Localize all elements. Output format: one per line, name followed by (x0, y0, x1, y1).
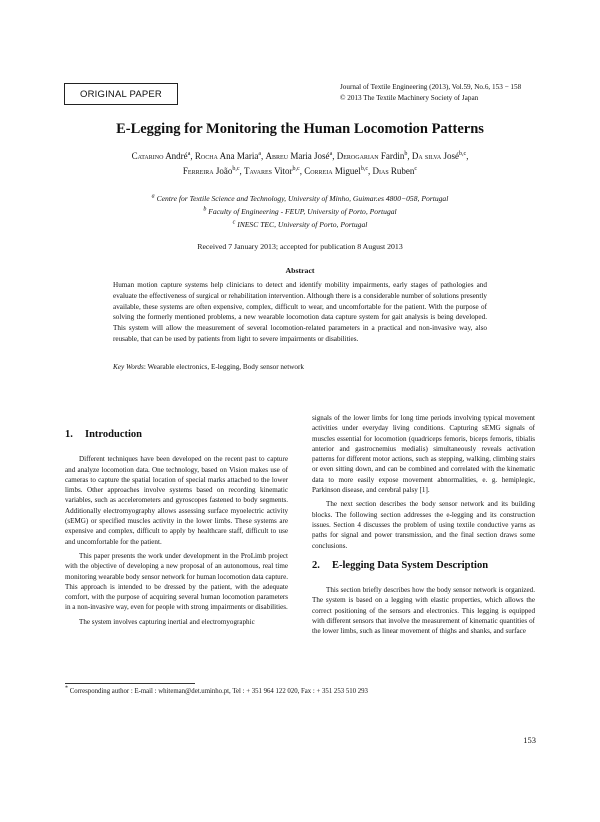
author-name: Dias Ruben$^c$ (372, 166, 418, 176)
paragraph: Different techniques have been developed on the recent past to capture and analyze locomotion data. One technology, based on Vision makes use of cameras to capture the spatial location of special marks attached to the lower limbs. Other approaches involve systems based on recording kinematic variables, such as accelerometers and gyroscopes fastened to body segments. Additionally electromyography allows assessing surface myoelectric activity (sEMG) or specified muscles activity in the lower limbs. These systems are expensive and complex, difficult to apply by healthcare staff, difficult to use and uncomfortable for the patient. (65, 455, 288, 546)
keywords (113, 363, 487, 371)
section-2-heading (312, 561, 535, 571)
author-list: Catarino André$^a$, Rocha Ana Maria$^a$, Abreu Maria José$^a$, Derogarian Fardin$^b$, Da silva José$^{b,c}$, Ferreira João$^{b,c}$, Tavares Vitor$^{b,c}$, Correia Miguel$^{b,c}$, Dias Ruben$^c$ (131, 151, 469, 176)
paper-title: E-Legging for Monitoring the Human Locomotion Patterns (116, 121, 484, 137)
footnote: * Corresponding author : E-mail : whiteman@det.uminho.pt, Tel : + 351 964 122 020, Fax : + 351 253 510 293 (65, 685, 368, 695)
abstract-text: Human motion capture systems help clinicians to detect and identify mobility impairments, early stages of pathologies and evaluate the effectiveness of surgical or rehabilitation intervention. Although there is a considerable number of solutions presently available, these systems are often expensive, complex, difficult to wear, and uncomfortable for the patient. With the purpose of solving the formerly mentioned problems, a new wearable locomotion data capture system for gait analysis is being developed. This system will allow the measurement of several locomotion-related parameters in a practical and non-invasive way, also reusable, that can be used by patients from light to severe impairments or disabilities. (113, 281, 487, 343)
author-name: Correia Miguel$^{b,c}$ (304, 166, 368, 176)
author-name: Ferreira João$^{b,c}$ (182, 166, 240, 176)
paragraph: This paper presents the work under development in the ProLimb project with the objective of developing a new proposal of an autonomous, real time monitoring wearable body sensor network for human locomotion data capture. This approach is intended to be dressed by the patient, with the adequate comfort, with the purpose of acquiring several human locomotion parameters in a non-invasive way, even for people with strong impairments or disabilities. (65, 551, 288, 612)
received-dates: Received 7 January 2013; accepted for publication 8 August 2013 (197, 242, 403, 251)
section-1-number: 1. (65, 429, 73, 440)
section-1-heading (65, 430, 288, 440)
affiliations (60, 192, 540, 231)
paragraph: This section briefly describes how the body sensor network is organized. The system is based on a legging with elastic properties, which allows the correct positioning of the sensors and electronics. This legging is equipped with different sensors that involve the measurement of kinematic quantities of the lower limbs, such as linear movement of thighs and shanks, and surface (312, 586, 535, 636)
paragraph: The next section describes the body sensor network and its building blocks. The following section addresses the e-legging and its construction issues. Section 4 discusses the problem of using textile conductive yarns as paths for signal and power transmission, and the final section draws some conclusions. (312, 500, 535, 550)
author-name: Tavares Vitor$^{b,c}$ (244, 166, 300, 176)
keywords-label: Key Words (113, 363, 144, 371)
left-column (65, 430, 288, 631)
section-2-number: 2. (312, 559, 320, 571)
section-2-title: E-legging Data System Description (332, 559, 489, 571)
author-name: Catarino André$^a$ (131, 151, 191, 161)
footnote-text: Corresponding author : E-mail : whiteman@det.uminho.pt, Tel : + 351 964 122 020, Fax : + 351 253 510 293 (69, 688, 368, 695)
journal-line-2: © 2013 The Textile Machinery Society of Japan (340, 93, 479, 102)
author-name: Rocha Ana Maria$^a$ (194, 151, 262, 161)
journal-citation (340, 82, 530, 103)
right-column (312, 413, 535, 641)
author-name: Derogarian Fardin$^b$ (336, 151, 408, 161)
affiliation-line: $^c$ INESC TEC, University of Porto, Portugal (232, 219, 368, 229)
paragraph: signals of the lower limbs for long time periods involving typical movement activities under everyday living conditions. Capturing sEMG signals of muscles essential for locomotion (quadriceps femoris, biceps femoris, tibialis anterior and gastrocnemius medialis) simultaneously reveals activation patterns for different motor actions, such as stepping, walking, climbing stairs or even sitting down, and can be combined and correlated with the kinematic data to more easily expose movement abnormalities, e. g. hemiplegic, Parkinson disease, and cerebral palsy [1]. (312, 414, 535, 495)
affiliation-line: $^b$ Faculty of Engineering - FEUP, University of Porto, Portugal (203, 206, 397, 216)
keywords-value: : Wearable electronics, E-legging, Body sensor network (143, 363, 304, 371)
author-name: Da silva José$^{b,c}$ (411, 151, 467, 161)
journal-line-1: Journal of Textile Engineering (2013), Vol.59, No.6, 153 − 158 (340, 83, 522, 91)
abstract-heading: Abstract (285, 266, 315, 275)
affiliation-line: $^a$ Centre for Textile Science and Technology, University of Minho, Guimar.es 4800−058, Portugal (151, 193, 449, 203)
paragraph: The system involves capturing inertial and electromyographic (79, 617, 255, 626)
footnote-rule (65, 683, 195, 684)
author-name: Abreu Maria José$^a$ (265, 151, 333, 161)
page-number: 153 (523, 735, 536, 745)
article-type-badge: ORIGINAL PAPER (64, 83, 178, 105)
section-1-title: Introduction (85, 429, 142, 440)
